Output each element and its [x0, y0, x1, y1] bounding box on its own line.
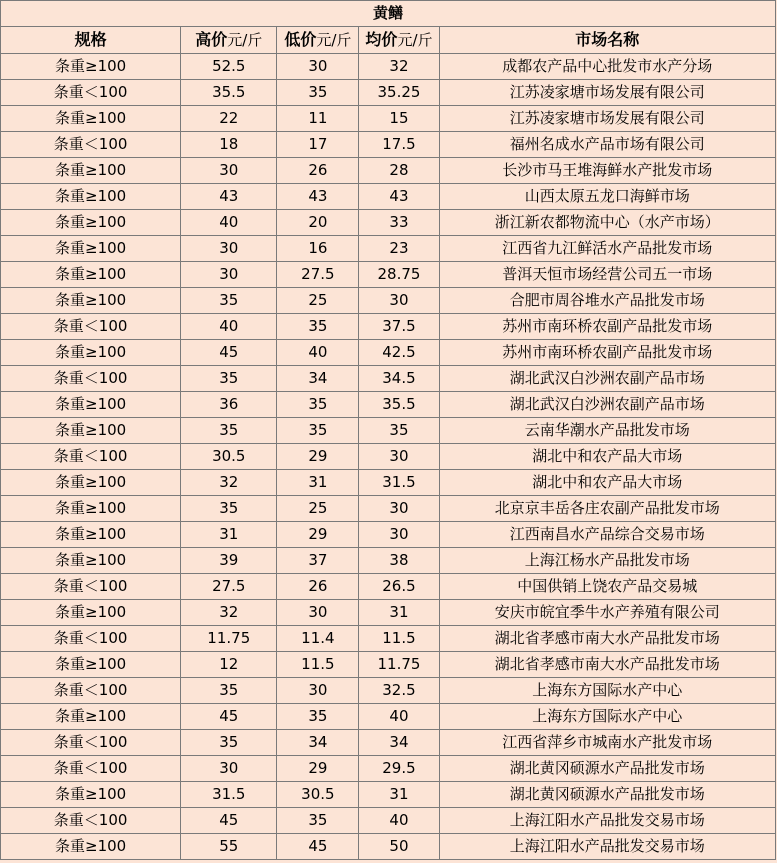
spec-cell: 条重≥100	[1, 210, 181, 236]
low-price-cell: 45	[277, 834, 359, 860]
low-price-cell: 43	[277, 184, 359, 210]
table-row	[1, 314, 776, 340]
high-price-cell: 55	[181, 834, 277, 860]
table-row	[1, 522, 776, 548]
column-header-unit: 元/斤	[316, 31, 352, 49]
market-name-cell: 云南华潮水产品批发市场	[439, 418, 775, 444]
high-price-cell: 30	[181, 236, 277, 262]
spec-cell: 条重＜100	[1, 444, 181, 470]
table-row	[1, 132, 776, 158]
low-price-cell: 35	[277, 418, 359, 444]
low-price-cell: 17	[277, 132, 359, 158]
high-price-cell: 43	[181, 184, 277, 210]
high-price-cell: 12	[181, 652, 277, 678]
market-name-cell: 安庆市皖宜季牛水产养殖有限公司	[439, 600, 775, 626]
table-row	[1, 54, 776, 80]
spec-cell: 条重≥100	[1, 548, 181, 574]
low-price-cell: 40	[277, 340, 359, 366]
low-price-cell: 26	[277, 158, 359, 184]
low-price-cell: 35	[277, 314, 359, 340]
spec-cell: 条重≥100	[1, 496, 181, 522]
avg-price-cell: 31	[359, 600, 439, 626]
table-row	[1, 158, 776, 184]
market-name-cell: 合肥市周谷堆水产品批发市场	[439, 288, 775, 314]
table-row	[1, 340, 776, 366]
market-name-cell: 上海东方国际水产中心	[439, 678, 775, 704]
spec-cell: 条重≥100	[1, 262, 181, 288]
market-name-cell: 湖北黄冈硕源水产品批发市场	[439, 756, 775, 782]
avg-price-cell: 35.5	[359, 392, 439, 418]
avg-price-cell: 34	[359, 730, 439, 756]
avg-price-cell: 37.5	[359, 314, 439, 340]
avg-price-cell: 23	[359, 236, 439, 262]
low-price-cell: 25	[277, 288, 359, 314]
avg-price-cell: 30	[359, 496, 439, 522]
table-row	[1, 80, 776, 106]
high-price-cell: 32	[181, 600, 277, 626]
market-name-cell: 北京京丰岳各庄农副产品批发市场	[439, 496, 775, 522]
spec-cell: 条重≥100	[1, 782, 181, 808]
avg-price-cell: 15	[359, 106, 439, 132]
high-price-cell: 30	[181, 262, 277, 288]
low-price-cell: 37	[277, 548, 359, 574]
high-price-cell: 31.5	[181, 782, 277, 808]
column-header	[181, 27, 277, 54]
low-price-cell: 16	[277, 236, 359, 262]
table-row	[1, 288, 776, 314]
low-price-cell: 29	[277, 444, 359, 470]
avg-price-cell: 42.5	[359, 340, 439, 366]
column-header	[1, 27, 181, 54]
low-price-cell: 34	[277, 730, 359, 756]
market-name-cell: 湖北黄冈硕源水产品批发市场	[439, 782, 775, 808]
table-row	[1, 626, 776, 652]
column-header	[277, 27, 359, 54]
high-price-cell: 52.5	[181, 54, 277, 80]
high-price-cell: 31	[181, 522, 277, 548]
spec-cell: 条重＜100	[1, 132, 181, 158]
avg-price-cell: 40	[359, 808, 439, 834]
column-header-label: 规格	[74, 30, 107, 49]
market-name-cell: 湖北省孝感市南大水产品批发市场	[439, 652, 775, 678]
market-name-cell: 苏州市南环桥农副产品批发市场	[439, 340, 775, 366]
avg-price-cell: 31	[359, 782, 439, 808]
table-row	[1, 262, 776, 288]
avg-price-cell: 34.5	[359, 366, 439, 392]
low-price-cell: 30	[277, 600, 359, 626]
avg-price-cell: 30	[359, 522, 439, 548]
avg-price-cell: 50	[359, 834, 439, 860]
high-price-cell: 30.5	[181, 444, 277, 470]
table-row	[1, 756, 776, 782]
avg-price-cell: 11.5	[359, 626, 439, 652]
spec-cell: 条重＜100	[1, 730, 181, 756]
spec-cell: 条重≥100	[1, 704, 181, 730]
table-row	[1, 418, 776, 444]
avg-price-cell: 29.5	[359, 756, 439, 782]
market-name-cell: 浙江新农都物流中心（水产市场）	[439, 210, 775, 236]
avg-price-cell: 35.25	[359, 80, 439, 106]
market-name-cell: 上海江阳水产品批发交易市场	[439, 808, 775, 834]
spec-cell: 条重≥100	[1, 470, 181, 496]
market-name-cell: 江西省萍乡市城南水产批发市场	[439, 730, 775, 756]
spec-cell: 条重≥100	[1, 522, 181, 548]
market-name-cell: 湖北武汉白沙洲农副产品市场	[439, 366, 775, 392]
table-row	[1, 678, 776, 704]
low-price-cell: 11.4	[277, 626, 359, 652]
table-row	[1, 834, 776, 860]
table-row	[1, 652, 776, 678]
spec-cell: 条重≥100	[1, 236, 181, 262]
table-row	[1, 496, 776, 522]
market-name-cell: 湖北武汉白沙洲农副产品市场	[439, 392, 775, 418]
low-price-cell: 35	[277, 392, 359, 418]
avg-price-cell: 28.75	[359, 262, 439, 288]
market-name-cell: 江苏凌家塘市场发展有限公司	[439, 80, 775, 106]
avg-price-cell: 35	[359, 418, 439, 444]
spec-cell: 条重≥100	[1, 54, 181, 80]
low-price-cell: 34	[277, 366, 359, 392]
avg-price-cell: 32.5	[359, 678, 439, 704]
column-header-label: 市场名称	[575, 30, 640, 49]
high-price-cell: 30	[181, 158, 277, 184]
table-row	[1, 106, 776, 132]
table-row	[1, 730, 776, 756]
high-price-cell: 45	[181, 808, 277, 834]
low-price-cell: 30.5	[277, 782, 359, 808]
low-price-cell: 11	[277, 106, 359, 132]
low-price-cell: 25	[277, 496, 359, 522]
low-price-cell: 29	[277, 756, 359, 782]
table-row	[1, 704, 776, 730]
market-name-cell: 苏州市南环桥农副产品批发市场	[439, 314, 775, 340]
spec-cell: 条重＜100	[1, 678, 181, 704]
avg-price-cell: 40	[359, 704, 439, 730]
spec-cell: 条重≥100	[1, 184, 181, 210]
avg-price-cell: 38	[359, 548, 439, 574]
spec-cell: 条重≥100	[1, 288, 181, 314]
table-row	[1, 548, 776, 574]
spec-cell: 条重≥100	[1, 652, 181, 678]
market-name-cell: 湖北中和农产品大市场	[439, 470, 775, 496]
table-row	[1, 782, 776, 808]
low-price-cell: 29	[277, 522, 359, 548]
avg-price-cell: 26.5	[359, 574, 439, 600]
low-price-cell: 26	[277, 574, 359, 600]
high-price-cell: 11.75	[181, 626, 277, 652]
column-header-unit: 元/斤	[227, 31, 263, 49]
table-row	[1, 210, 776, 236]
avg-price-cell: 30	[359, 288, 439, 314]
low-price-cell: 35	[277, 808, 359, 834]
high-price-cell: 35	[181, 678, 277, 704]
market-name-cell: 山西太原五龙口海鲜市场	[439, 184, 775, 210]
high-price-cell: 27.5	[181, 574, 277, 600]
table-row	[1, 808, 776, 834]
high-price-cell: 40	[181, 210, 277, 236]
high-price-cell: 32	[181, 470, 277, 496]
market-name-cell: 普洱天恒市场经营公司五一市场	[439, 262, 775, 288]
high-price-cell: 35	[181, 288, 277, 314]
market-name-cell: 上海江阳水产品批发交易市场	[439, 834, 775, 860]
market-name-cell: 上海东方国际水产中心	[439, 704, 775, 730]
column-header-unit: 元/斤	[397, 31, 433, 49]
column-header	[359, 27, 439, 54]
market-name-cell: 江西南昌水产品综合交易市场	[439, 522, 775, 548]
high-price-cell: 35	[181, 418, 277, 444]
table-row	[1, 184, 776, 210]
column-header-label: 均价	[365, 30, 398, 49]
spec-cell: 条重≥100	[1, 600, 181, 626]
market-name-cell: 福州名成水产品市场有限公司	[439, 132, 775, 158]
header-row	[1, 27, 776, 54]
table-body	[1, 54, 776, 860]
title-row	[1, 1, 776, 27]
spec-cell: 条重≥100	[1, 340, 181, 366]
market-name-cell: 江苏凌家塘市场发展有限公司	[439, 106, 775, 132]
table-row	[1, 600, 776, 626]
low-price-cell: 27.5	[277, 262, 359, 288]
low-price-cell: 30	[277, 678, 359, 704]
table-row	[1, 392, 776, 418]
avg-price-cell: 11.75	[359, 652, 439, 678]
spec-cell: 条重＜100	[1, 626, 181, 652]
spec-cell: 条重≥100	[1, 106, 181, 132]
high-price-cell: 45	[181, 340, 277, 366]
market-name-cell: 上海江杨水产品批发市场	[439, 548, 775, 574]
low-price-cell: 35	[277, 704, 359, 730]
market-name-cell: 湖北省孝感市南大水产品批发市场	[439, 626, 775, 652]
high-price-cell: 45	[181, 704, 277, 730]
avg-price-cell: 33	[359, 210, 439, 236]
high-price-cell: 36	[181, 392, 277, 418]
low-price-cell: 11.5	[277, 652, 359, 678]
market-name-cell: 长沙市马王堆海鲜水产批发市场	[439, 158, 775, 184]
spec-cell: 条重≥100	[1, 158, 181, 184]
spec-cell: 条重＜100	[1, 756, 181, 782]
high-price-cell: 35	[181, 496, 277, 522]
high-price-cell: 35	[181, 366, 277, 392]
table-row	[1, 366, 776, 392]
spec-cell: 条重≥100	[1, 392, 181, 418]
column-header	[439, 27, 775, 54]
low-price-cell: 31	[277, 470, 359, 496]
market-name-cell: 中国供销上饶农产品交易城	[439, 574, 775, 600]
high-price-cell: 35.5	[181, 80, 277, 106]
market-name-cell: 江西省九江鲜活水产品批发市场	[439, 236, 775, 262]
spec-cell: 条重≥100	[1, 418, 181, 444]
avg-price-cell: 17.5	[359, 132, 439, 158]
table-row	[1, 470, 776, 496]
high-price-cell: 40	[181, 314, 277, 340]
market-name-cell: 成都农产品中心批发市水产分场	[439, 54, 775, 80]
table-row	[1, 574, 776, 600]
table-row	[1, 444, 776, 470]
spec-cell: 条重＜100	[1, 574, 181, 600]
high-price-cell: 22	[181, 106, 277, 132]
spec-cell: 条重＜100	[1, 808, 181, 834]
table-title: 黄鳝	[1, 1, 776, 27]
spec-cell: 条重＜100	[1, 366, 181, 392]
avg-price-cell: 30	[359, 444, 439, 470]
avg-price-cell: 28	[359, 158, 439, 184]
high-price-cell: 30	[181, 756, 277, 782]
avg-price-cell: 32	[359, 54, 439, 80]
high-price-cell: 35	[181, 730, 277, 756]
spec-cell: 条重≥100	[1, 834, 181, 860]
low-price-cell: 35	[277, 80, 359, 106]
high-price-cell: 18	[181, 132, 277, 158]
high-price-cell: 39	[181, 548, 277, 574]
spec-cell: 条重＜100	[1, 80, 181, 106]
avg-price-cell: 31.5	[359, 470, 439, 496]
column-header-label: 高价	[195, 30, 228, 49]
column-header-label: 低价	[284, 30, 317, 49]
spec-cell: 条重＜100	[1, 314, 181, 340]
avg-price-cell: 43	[359, 184, 439, 210]
market-name-cell: 湖北中和农产品大市场	[439, 444, 775, 470]
table-row	[1, 236, 776, 262]
low-price-cell: 30	[277, 54, 359, 80]
low-price-cell: 20	[277, 210, 359, 236]
